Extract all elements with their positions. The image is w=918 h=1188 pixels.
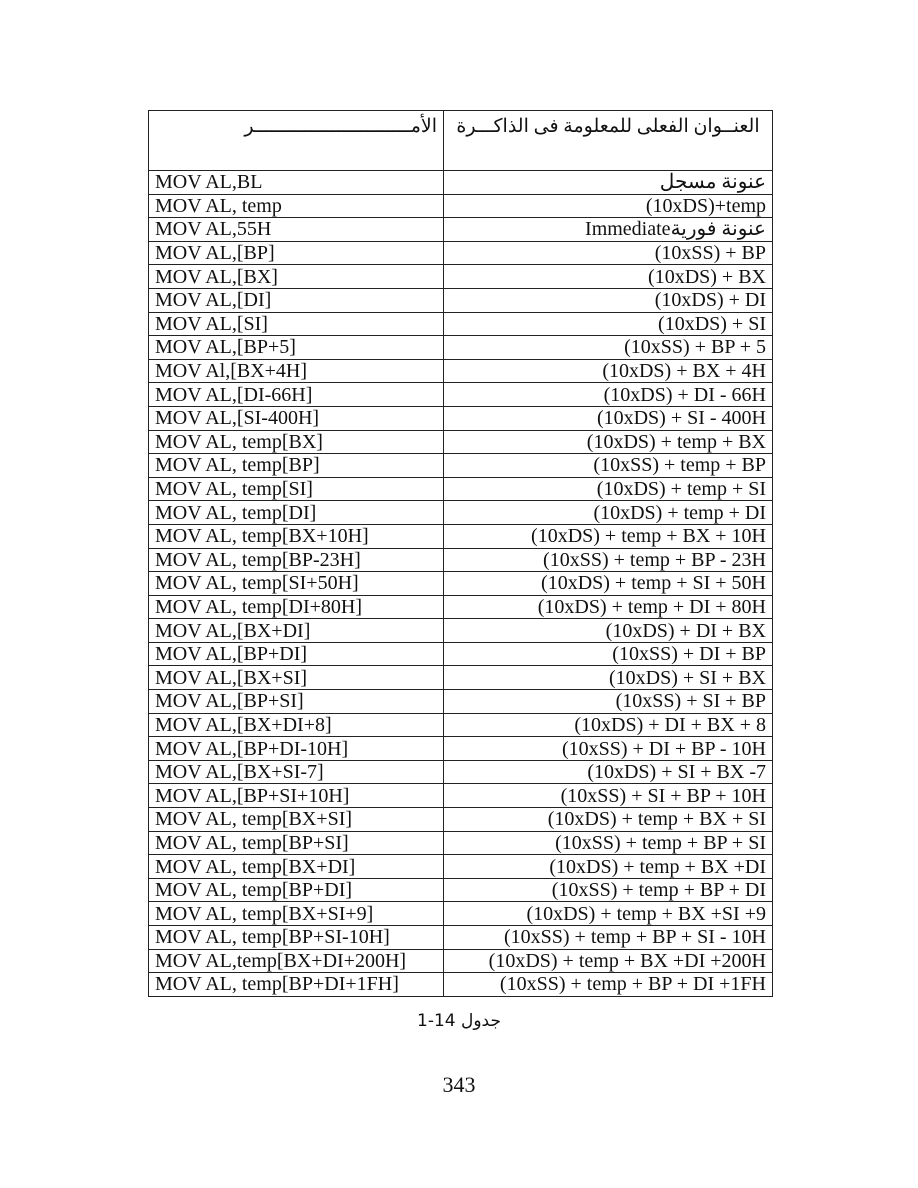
address-cell: (10xSS) + temp + BP + SI - 10H [444, 926, 773, 950]
table-row [149, 713, 773, 737]
address-cell: (10xDS) + SI + BX -7 [444, 760, 773, 784]
address-cell: (10xDS) + DI [444, 288, 773, 312]
address-cell: (10xSS) + DI + BP [444, 642, 773, 666]
instruction-cell: MOV AL,[BX+SI] [149, 666, 444, 690]
address-cell: (10xDS) + BX + 4H [444, 359, 773, 383]
table-row [149, 760, 773, 784]
address-cell: (10xSS) + temp + BP + SI [444, 831, 773, 855]
table-header-row [149, 111, 773, 171]
table-row [149, 501, 773, 525]
instruction-cell: MOV AL,[BX+DI+8] [149, 713, 444, 737]
table-row [149, 572, 773, 596]
instruction-cell: MOV AL, temp[BP] [149, 454, 444, 478]
address-cell: (10xDS) + temp + DI + 80H [444, 595, 773, 619]
table-row [149, 690, 773, 714]
instruction-cell: MOV AL, temp[BX+SI+9] [149, 902, 444, 926]
table-row [149, 477, 773, 501]
table-row [149, 241, 773, 265]
table-row [149, 336, 773, 360]
table-row [149, 548, 773, 572]
table-row [149, 524, 773, 548]
page-number: 343 [442, 1072, 476, 1097]
instruction-cell: MOV AL, temp[BX+DI] [149, 855, 444, 879]
instruction-cell: MOV AL,[BX] [149, 265, 444, 289]
instruction-cell: MOV AL, temp[BP+SI] [149, 831, 444, 855]
table-row [149, 973, 773, 997]
table-row [149, 359, 773, 383]
instruction-cell: MOV AL, temp[BP+DI+1FH] [149, 973, 444, 997]
instruction-cell: MOV AL, temp[BP+SI-10H] [149, 926, 444, 950]
table-row [149, 383, 773, 407]
table-caption: جدول 14-1 [416, 1011, 501, 1031]
table-row [149, 454, 773, 478]
table-row [149, 171, 773, 195]
table-row [149, 784, 773, 808]
address-cell: Immediateعنونة فورية [444, 218, 773, 242]
address-cell: (10xDS) + temp + DI [444, 501, 773, 525]
address-cell: (10xDS) + temp + BX +DI +200H [444, 949, 773, 973]
header-effective-address: العنــوان الفعلى للمعلومة فى الذاكـــرة [444, 111, 773, 171]
instruction-cell: MOV AL, temp[BP+DI] [149, 878, 444, 902]
table-row [149, 878, 773, 902]
address-cell: (10xDS) + temp + SI + 50H [444, 572, 773, 596]
address-cell: (10xDS) + temp + BX + SI [444, 808, 773, 832]
address-cell: (10xSS) + temp + BP - 23H [444, 548, 773, 572]
instruction-cell: MOV AL, temp[BP-23H] [149, 548, 444, 572]
address-cell: (10xDS) + SI [444, 312, 773, 336]
table-row [149, 926, 773, 950]
address-cell: (10xSS) + SI + BP [444, 690, 773, 714]
table-row [149, 831, 773, 855]
table-row [149, 312, 773, 336]
instruction-cell: MOV AL,55H [149, 218, 444, 242]
address-cell: (10xDS) + SI - 400H [444, 406, 773, 430]
address-cell: (10xDS) + temp + BX +SI +9 [444, 902, 773, 926]
instruction-cell: MOV AL,[BX+SI-7] [149, 760, 444, 784]
address-cell: (10xDS) + SI + BX [444, 666, 773, 690]
instruction-cell: MOV AL, temp[SI+50H] [149, 572, 444, 596]
address-cell: (10xSS) + DI + BP - 10H [444, 737, 773, 761]
address-cell: (10xDS) + DI - 66H [444, 383, 773, 407]
addressing-modes-table [148, 110, 773, 997]
address-cell: (10xDS) + DI + BX + 8 [444, 713, 773, 737]
instruction-cell: MOV AL,[BP+SI] [149, 690, 444, 714]
instruction-cell: MOV AL, temp[SI] [149, 477, 444, 501]
table-row [149, 406, 773, 430]
address-cell: (10xDS) + temp + SI [444, 477, 773, 501]
table-row [149, 430, 773, 454]
table-body [149, 171, 773, 997]
address-cell: (10xDS)+temp [444, 194, 773, 218]
address-cell: (10xSS) + SI + BP + 10H [444, 784, 773, 808]
instruction-cell: MOV AL,BL [149, 171, 444, 195]
instruction-cell: MOV AL,[DI-66H] [149, 383, 444, 407]
instruction-cell: MOV Al,[BX+4H] [149, 359, 444, 383]
instruction-cell: MOV AL,temp[BX+DI+200H] [149, 949, 444, 973]
table-row [149, 265, 773, 289]
instruction-cell: MOV AL, temp [149, 194, 444, 218]
address-cell: (10xDS) + DI + BX [444, 619, 773, 643]
instruction-cell: MOV AL, temp[DI] [149, 501, 444, 525]
instruction-cell: MOV AL,[BP+5] [149, 336, 444, 360]
instruction-cell: MOV AL,[DI] [149, 288, 444, 312]
instruction-cell: MOV AL, temp[BX+SI] [149, 808, 444, 832]
address-cell: (10xSS) + temp + BP [444, 454, 773, 478]
header-instruction: الأمــــــــــــــــــــــــــــر [149, 111, 444, 171]
table-row [149, 194, 773, 218]
address-cell: (10xDS) + BX [444, 265, 773, 289]
address-cell: (10xSS) + BP + 5 [444, 336, 773, 360]
instruction-cell: MOV AL,[BP+DI] [149, 642, 444, 666]
address-cell: (10xSS) + temp + BP + DI [444, 878, 773, 902]
address-cell: (10xSS) + BP [444, 241, 773, 265]
table-row [149, 595, 773, 619]
address-cell: عنونة مسجل [444, 171, 773, 195]
address-cell: (10xDS) + temp + BX +DI [444, 855, 773, 879]
table-row [149, 666, 773, 690]
instruction-cell: MOV AL,[SI] [149, 312, 444, 336]
instruction-cell: MOV AL, temp[DI+80H] [149, 595, 444, 619]
table-row [149, 288, 773, 312]
table-row [149, 218, 773, 242]
table-row [149, 619, 773, 643]
instruction-cell: MOV AL,[BP+DI-10H] [149, 737, 444, 761]
table-row [149, 737, 773, 761]
table-row [149, 949, 773, 973]
address-cell: (10xSS) + temp + BP + DI +1FH [444, 973, 773, 997]
instruction-cell: MOV AL,[SI-400H] [149, 406, 444, 430]
instruction-cell: MOV AL,[BP+SI+10H] [149, 784, 444, 808]
address-cell: (10xDS) + temp + BX [444, 430, 773, 454]
instruction-cell: MOV AL, temp[BX+10H] [149, 524, 444, 548]
table-row [149, 642, 773, 666]
table-row [149, 855, 773, 879]
instruction-cell: MOV AL,[BP] [149, 241, 444, 265]
table-row [149, 808, 773, 832]
instruction-cell: MOV AL,[BX+DI] [149, 619, 444, 643]
address-cell: (10xDS) + temp + BX + 10H [444, 524, 773, 548]
table-row [149, 902, 773, 926]
instruction-cell: MOV AL, temp[BX] [149, 430, 444, 454]
